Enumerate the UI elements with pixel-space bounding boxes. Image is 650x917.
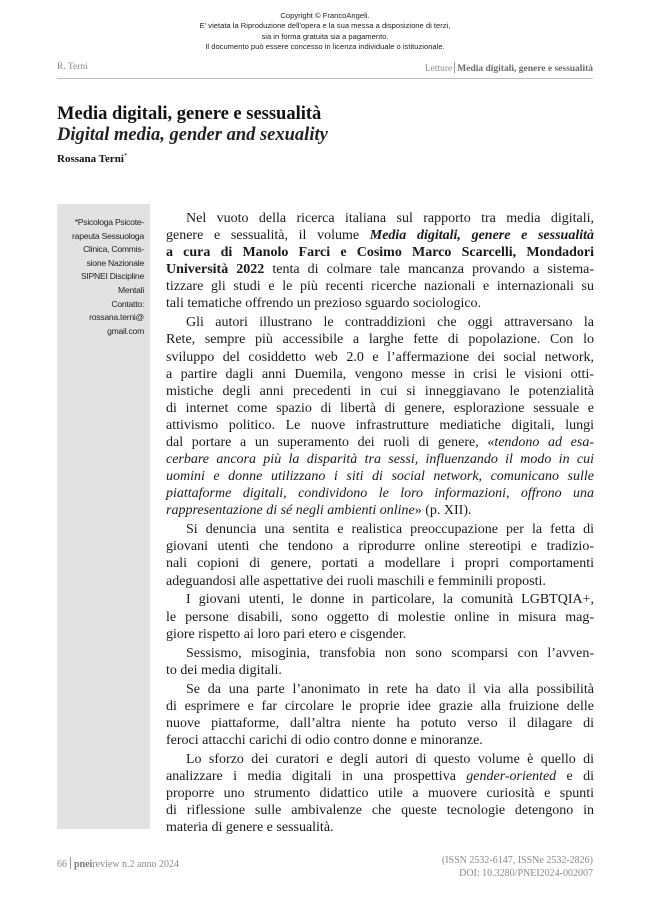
body-line: Università 2022 tenta di colmare tale mancanza provando a sistema- (166, 262, 594, 278)
footer-identifiers (442, 855, 593, 880)
author-affiliation-note (62, 216, 144, 338)
body-line: nali copioni di genere, portati a modellare i propri comportamenti (166, 556, 594, 572)
body-line: nuove piattaforme, dall’altra niente ha potuto verso il dilagare di (166, 715, 594, 731)
body-line: Si denuncia una sentita e realistica preoccupazione per la fetta di (186, 522, 594, 538)
footer-divider (70, 857, 71, 869)
doi-text: DOI: 10.3280/PNEI2024-002007 (459, 867, 593, 879)
issn-text: (ISSN 2532-6147, ISSNe 2532-2826) (441, 855, 593, 866)
copyright-line: sia in forma gratuita sia a pagamento. (261, 31, 389, 41)
note-line: Clinica, Commis- (83, 244, 144, 255)
note-line: *Psicologa Psicote- (74, 217, 144, 227)
body-line: dal portare a un superamento dei ruoli di genere, «tendono ad esa- (166, 435, 594, 451)
article-author (57, 152, 127, 165)
book-title: Media digitali, genere e sessualità (369, 228, 594, 244)
body-line: Rete, sempre più accessibile a larghe fette di popolazione. Con lo (166, 332, 594, 348)
copyright-line: Il documento può essere concesso in licenza individuale o istituzionale. (205, 42, 445, 52)
header-article-title: Media digitali, genere e sessualità (457, 64, 593, 74)
copyright-line: E' vietata la Riproduzione dell'opera e la sua messa a disposizione di terzi, (199, 21, 451, 31)
body-line: piattaforme digitali, condividono le loro informazioni, offrono una (166, 486, 594, 502)
body-line: giovani utenti che tendono a riprodurre online stereotipi e tradizio- (166, 539, 594, 555)
body-line: di esprimere e far circolare le proprie idee grazie alla fruizione delle (166, 698, 594, 714)
author-footnote-mark: * (123, 152, 128, 160)
copyright-line: Copyright © FrancoAngeli. (280, 11, 370, 20)
body-line: genere e sessualità, il volume Media digitali, genere e sessualità (166, 228, 594, 244)
header-section-label: Letture (424, 64, 453, 74)
note-line: rapeuta Sessuologa (72, 230, 144, 241)
copyright-notice (0, 11, 650, 53)
body-line: Lo sforzo dei curatori e degli autori di questo volume è quello di (186, 751, 594, 767)
page-number: 66 (57, 859, 67, 870)
body-line: cerbare ancora più la disparità tra sessi, influenzando il modo in cui (166, 452, 594, 468)
running-header-section (425, 62, 593, 74)
body-line: adeguandosi alle aspettative dei ruoli maschili e femminili proposti. (166, 573, 546, 589)
body-line: feroci attacchi carichi di odio contro donne e minoranze. (166, 732, 483, 748)
body-line: giore rispetto ai loro pari etero e cisgender. (166, 626, 407, 642)
note-email-line: rossana.terni@ (89, 312, 144, 323)
note-line: SIPNEI Discipline (80, 271, 144, 282)
body-line: uomini e donne utilizzano i siti di social network, comunicano sulle (166, 469, 594, 485)
note-line: Contatto: (111, 298, 144, 309)
body-line: Nel vuoto della ricerca italiana sul rapporto tra media digitali, (186, 211, 594, 226)
running-header-author: R. Terni (57, 62, 88, 72)
body-line: a cura di Manolo Farci e Cosimo Marco Scarcelli, Mondadori (166, 245, 594, 261)
body-line: rappresentazione di sé negli ambienti online» (p. XII). (166, 503, 472, 519)
journal-name-bold: pnei (74, 859, 93, 870)
header-divider (454, 62, 455, 73)
body-line: Sessismo, misoginia, transfobia non sono scomparsi con l’avven- (186, 645, 594, 661)
journal-issue: review n.2 anno 2024 (92, 859, 179, 870)
body-line: Gli autori illustrano le contraddizioni che oggi attraversano la (186, 315, 594, 331)
body-line: I giovani utenti, le donne in particolare, la comunità LGBTQIA+, (186, 592, 594, 608)
body-line: tizzare gli studi e le più recenti ricerche nazionali e internazionali su (166, 279, 594, 295)
note-line: Mentali (118, 284, 144, 295)
body-line: analizzare i media digitali in una prospettiva gender-oriented e di (166, 768, 594, 784)
body-line: materia di genere e sessualità. (166, 820, 334, 836)
article-subtitle: Digital media, gender and sexuality (57, 125, 328, 145)
article-title: Media digitali, genere e sessualità (57, 104, 322, 124)
note-email-line: gmail.com (107, 325, 144, 336)
body-line: Se da una parte l’anonimato in rete ha dato il via alla possibilità (186, 681, 594, 697)
author-name: Rossana Terni (57, 153, 124, 165)
body-line: di internet come spazio di libertà di genere, esplorazione sessuale e (166, 400, 594, 416)
body-line: tali tematiche offrendo un prezioso sguardo sociologico. (166, 296, 482, 312)
note-line: sione Nazionale (86, 257, 144, 268)
body-line: le persone disabili, sono oggetto di molestie online in misura mag- (166, 609, 594, 625)
body-line: sviluppo del cosiddetto web 2.0 e l’affermazione dei social network, (166, 349, 594, 365)
body-line: attivismo politico. Le nuove infrastrutture mediatiche digitali, lungi (166, 417, 594, 433)
header-rule (57, 78, 593, 79)
footer-journal (57, 857, 179, 870)
body-line: to dei media digitali. (166, 662, 282, 678)
body-line: proporre uno strumento didattico utile a muovere curiosità e spunti (166, 785, 594, 801)
body-line: di riflessione sulle ambivalenze che queste tecnologie detengono in (166, 802, 594, 818)
article-body (166, 210, 594, 836)
body-line: a partire dagli anni Duemila, vengono messe in crisi le visioni otti- (166, 366, 594, 382)
body-line: mistiche degli anni precedenti in cui si inneggiavano le potenzialità (166, 383, 594, 399)
